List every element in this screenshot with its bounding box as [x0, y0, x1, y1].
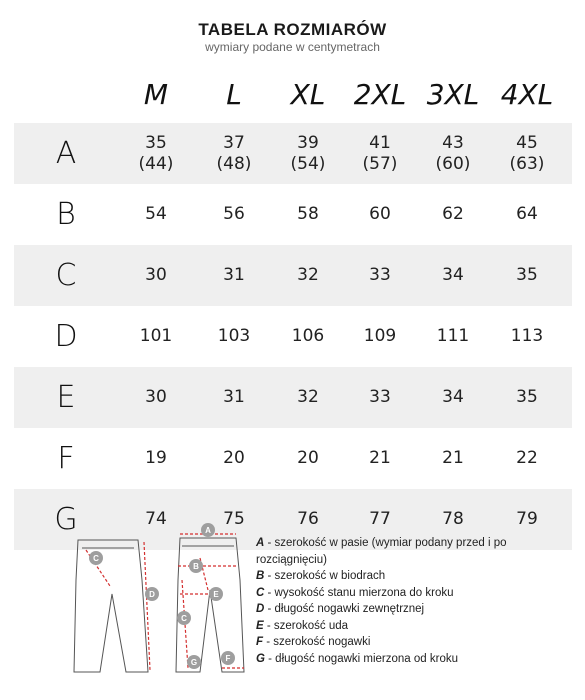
- table-cell: 60: [369, 204, 391, 224]
- cell-value: 37: [223, 132, 245, 153]
- table-cell: 32: [297, 387, 319, 407]
- trousers-front-outline: [176, 538, 244, 672]
- trousers-measurement-diagram: [60, 520, 250, 688]
- legend-text: - długość nogawki mierzona od kroku: [264, 652, 458, 665]
- table-row: [14, 184, 572, 245]
- legend-item: [256, 585, 576, 602]
- table-cell: 35: [516, 387, 538, 407]
- legend-text: - szerokość w biodrach: [264, 570, 386, 582]
- table-cell: [120, 123, 192, 184]
- table-cell: 74: [145, 509, 167, 529]
- legend-key: G: [256, 652, 265, 665]
- table-cell: 32: [297, 265, 319, 285]
- table-row: [14, 367, 572, 428]
- table-row: [14, 428, 572, 489]
- cell-subvalue: (48): [216, 153, 252, 174]
- table-row: [14, 123, 572, 184]
- table-cell: 19: [145, 448, 167, 468]
- cell-value: 35: [145, 132, 167, 153]
- table-row: [14, 306, 572, 367]
- table-cell: 54: [145, 204, 167, 224]
- label-badge-a: [201, 523, 215, 537]
- cell-subvalue: (63): [509, 153, 545, 174]
- table-cell: 34: [442, 387, 464, 407]
- table-cell: [344, 123, 416, 184]
- legend-key: F: [256, 636, 264, 648]
- table-cell: 78: [442, 509, 464, 529]
- size-header: 4XL: [500, 78, 554, 111]
- cell-subvalue: (60): [435, 153, 471, 174]
- cell-subvalue: (44): [138, 153, 174, 174]
- label-badge-c-side: [89, 551, 103, 565]
- svg-text:D: D: [149, 590, 155, 599]
- legend-text: - wysokość stanu mierzona do kroku: [264, 586, 454, 599]
- legend-key: D: [256, 603, 265, 615]
- table-cell: 33: [369, 265, 391, 285]
- svg-text:A: A: [205, 526, 211, 535]
- svg-text:E: E: [213, 590, 219, 599]
- table-cell: 21: [442, 448, 464, 468]
- row-letter: G: [54, 502, 78, 537]
- table-cell: 113: [510, 326, 544, 346]
- legend-item: [256, 535, 576, 568]
- table-cell: 21: [369, 448, 391, 468]
- legend-text: - szerokość uda: [263, 619, 349, 632]
- legend-item: [256, 601, 576, 618]
- table-cell: 34: [442, 265, 464, 285]
- legend-text: - długość nogawki zewnętrznej: [264, 603, 425, 615]
- legend-item: [256, 618, 576, 635]
- cell-value: 45: [516, 132, 538, 153]
- table-cell: 75: [223, 509, 245, 529]
- svg-text:C: C: [93, 554, 99, 563]
- legend-item: [256, 634, 576, 651]
- cell-value: 43: [442, 132, 464, 153]
- cell-subvalue: (54): [290, 153, 326, 174]
- table-cell: 109: [363, 326, 397, 346]
- table-cell: 56: [223, 204, 245, 224]
- cell-subvalue: (57): [362, 153, 398, 174]
- svg-text:C: C: [181, 614, 187, 623]
- legend-text: - szerokość nogawki: [263, 636, 371, 648]
- table-cell: [272, 123, 344, 184]
- table-cell: 62: [442, 204, 464, 224]
- table-cell: [417, 123, 489, 184]
- table-cell: [198, 123, 270, 184]
- table-cell: 31: [223, 387, 245, 407]
- table-cell: 101: [139, 326, 173, 346]
- table-cell: 64: [516, 204, 538, 224]
- cell-value: 41: [369, 132, 391, 153]
- size-header: M: [143, 78, 169, 111]
- size-header: XL: [290, 78, 326, 111]
- table-cell: [491, 123, 563, 184]
- table-cell: 35: [516, 265, 538, 285]
- row-letter: C: [55, 258, 77, 293]
- table-cell: 30: [145, 387, 167, 407]
- page-subtitle: wymiary podane w centymetrach: [205, 40, 380, 54]
- size-header-row: [14, 78, 572, 122]
- trousers-side-outline: [74, 540, 148, 672]
- svg-text:F: F: [225, 654, 231, 663]
- label-badge-c-front: [177, 611, 191, 625]
- table-cell: 31: [223, 265, 245, 285]
- label-badge-g: [187, 655, 201, 669]
- measurement-legend: [256, 535, 576, 667]
- legend-key: B: [256, 570, 265, 582]
- label-badge-f: [221, 651, 235, 665]
- row-letter: F: [57, 441, 75, 476]
- legend-item: [256, 651, 576, 668]
- table-cell: 79: [516, 509, 538, 529]
- table-cell: 106: [291, 326, 325, 346]
- table-cell: 30: [145, 265, 167, 285]
- table-row: [14, 245, 572, 306]
- label-badge-b: [189, 559, 203, 573]
- legend-key: A: [256, 537, 265, 549]
- row-letter: A: [55, 136, 77, 171]
- legend-key: E: [256, 619, 264, 632]
- size-header: L: [226, 78, 242, 111]
- table-cell: 76: [297, 509, 319, 529]
- svg-text:B: B: [193, 562, 199, 571]
- table-cell: 20: [223, 448, 245, 468]
- cell-value: 39: [297, 132, 319, 153]
- size-header: 2XL: [353, 78, 407, 111]
- row-letter: D: [54, 319, 78, 354]
- size-header: 3XL: [426, 78, 480, 111]
- row-letter: B: [56, 197, 76, 232]
- size-table: [14, 78, 572, 550]
- legend-text: - szerokość w pasie (wymiar podany przed i po rozciągnięciu): [256, 537, 507, 566]
- legend-key: C: [256, 586, 265, 599]
- table-cell: 20: [297, 448, 319, 468]
- table-cell: 111: [436, 326, 470, 346]
- legend-item: [256, 568, 576, 585]
- table-cell: 33: [369, 387, 391, 407]
- table-cell: 58: [297, 204, 319, 224]
- label-badge-e: [209, 587, 223, 601]
- row-letter: E: [56, 380, 76, 415]
- table-cell: 103: [217, 326, 251, 346]
- page-title: TABELA ROZMIARÓW: [198, 20, 387, 39]
- table-cell: 77: [369, 509, 391, 529]
- svg-text:G: G: [190, 658, 198, 667]
- table-cell: 22: [516, 448, 538, 468]
- label-badge-d: [145, 587, 159, 601]
